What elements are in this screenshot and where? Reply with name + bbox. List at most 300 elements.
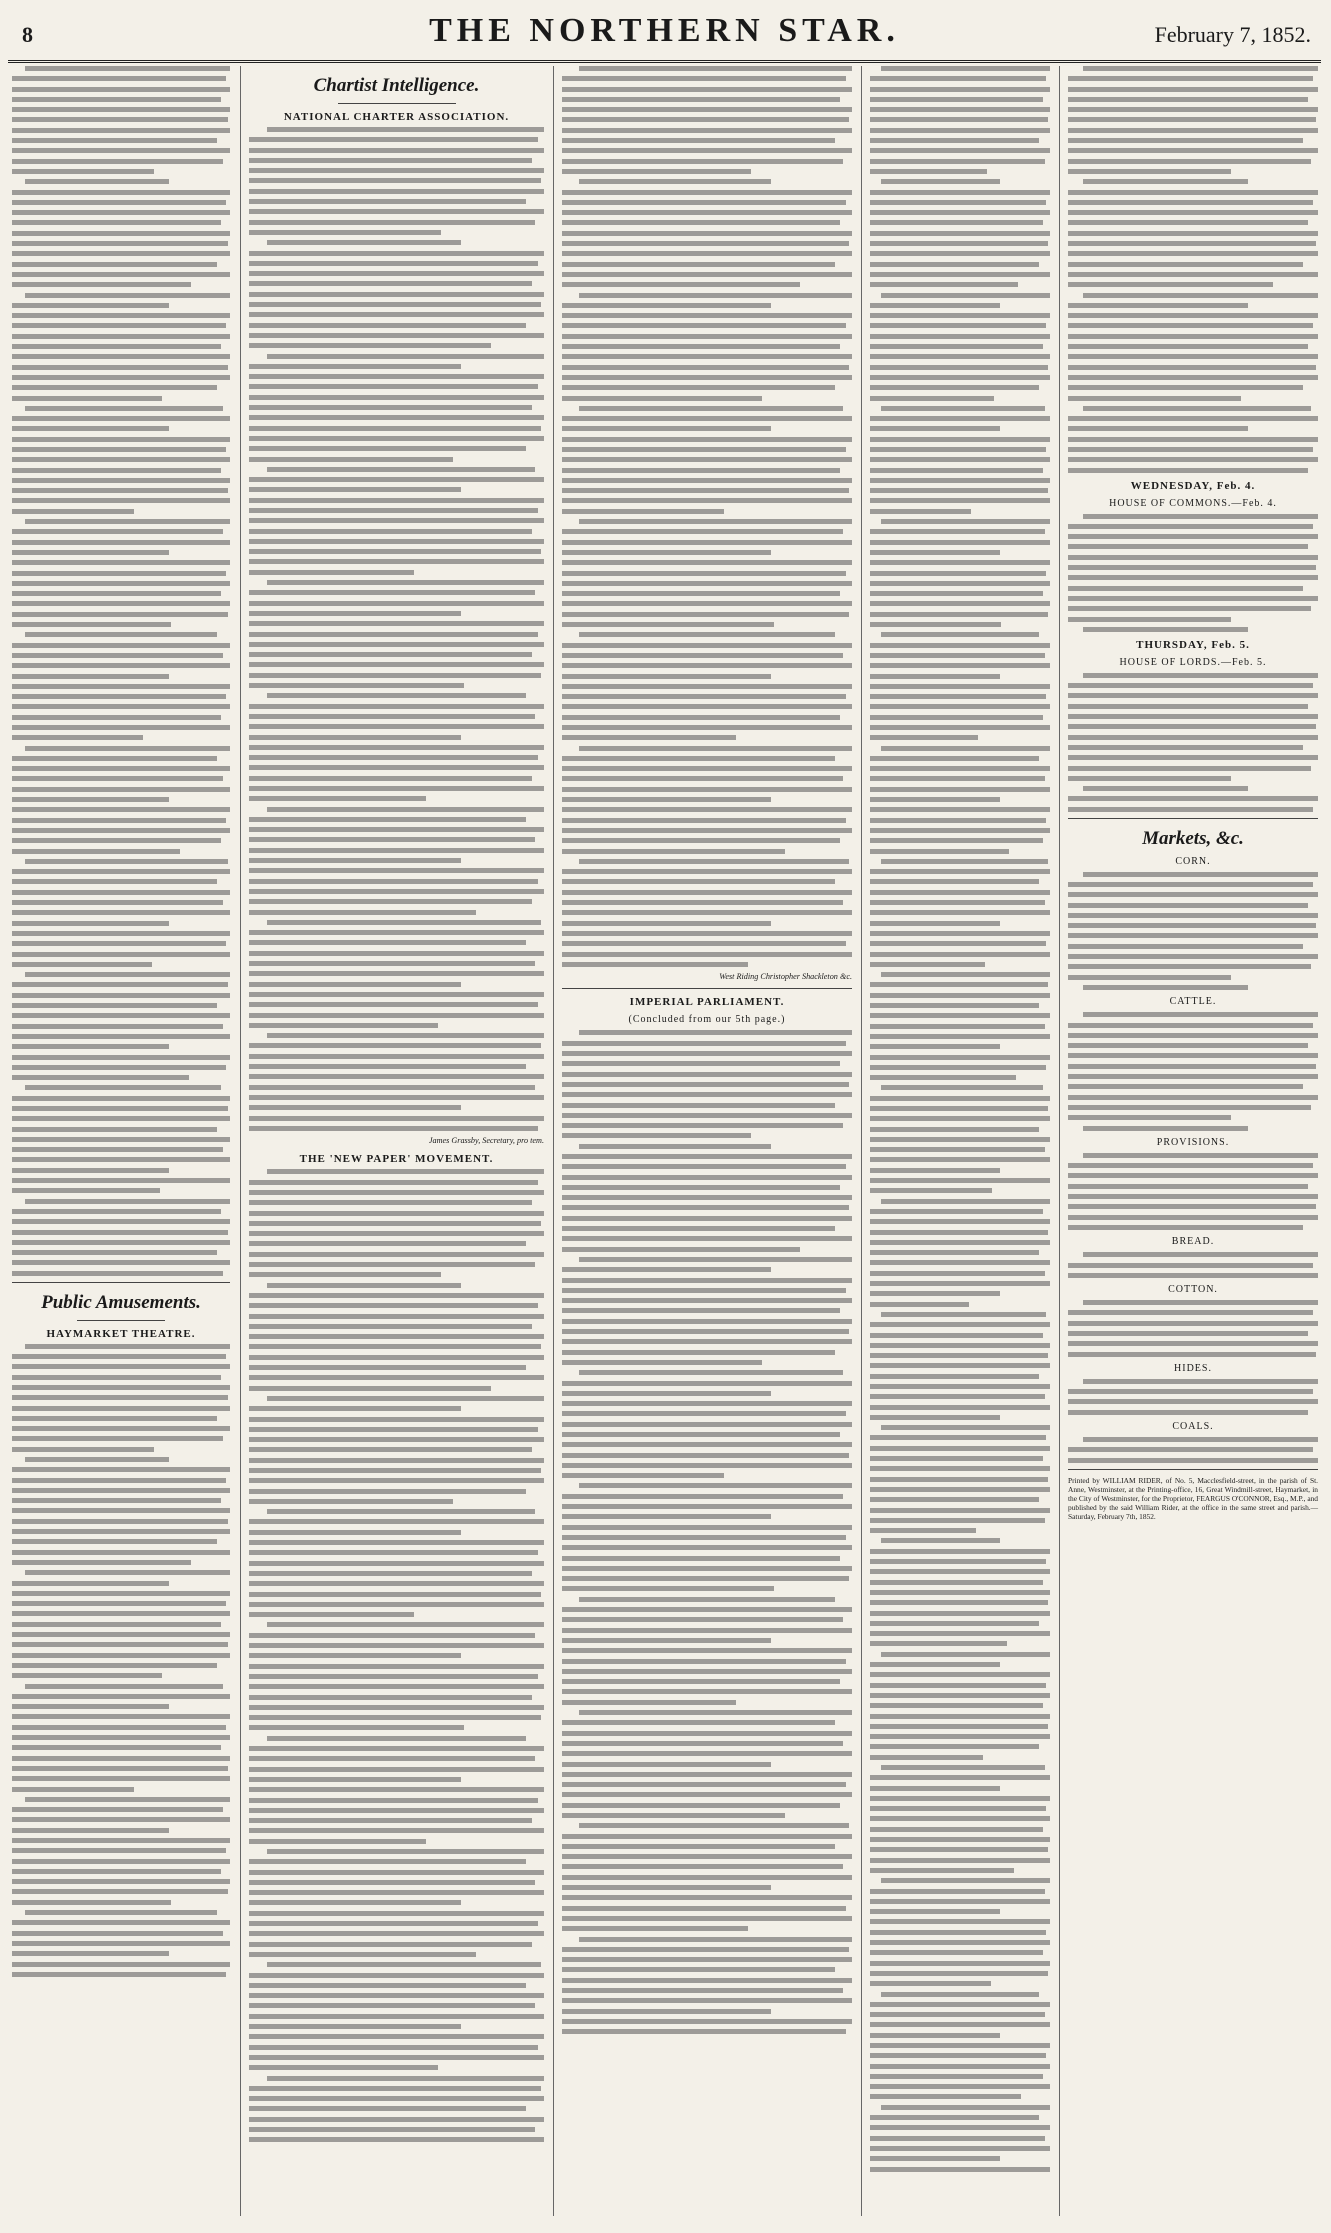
text-line xyxy=(870,1322,1050,1327)
text-line xyxy=(870,1755,983,1760)
text-line xyxy=(562,1926,748,1931)
text-line xyxy=(562,1906,846,1911)
text-line xyxy=(249,601,544,606)
text-line xyxy=(562,1607,852,1612)
text-line xyxy=(12,684,230,689)
text-line xyxy=(249,1808,544,1813)
text-line xyxy=(562,550,771,555)
text-line xyxy=(881,1878,1050,1883)
text-line xyxy=(1083,872,1318,877)
text-line xyxy=(12,910,230,915)
text-line xyxy=(562,1504,852,1509)
text-line xyxy=(1083,1012,1318,1017)
text-line xyxy=(870,1549,1050,1554)
text-line xyxy=(249,1303,538,1308)
text-line xyxy=(249,1725,464,1730)
text-line xyxy=(12,426,169,431)
text-line xyxy=(562,457,852,462)
column-5 xyxy=(1059,66,1324,2216)
text-line xyxy=(249,910,476,915)
text-line xyxy=(870,1940,1050,1945)
text-line xyxy=(870,1003,1039,1008)
text-line xyxy=(1068,169,1231,174)
text-line xyxy=(1068,923,1316,928)
text-line xyxy=(249,590,535,595)
text-line xyxy=(249,168,544,173)
text-line xyxy=(12,1653,230,1658)
text-line xyxy=(249,302,541,307)
text-line xyxy=(579,1710,852,1715)
text-line xyxy=(249,1859,526,1864)
text-line xyxy=(881,859,1048,864)
text-line xyxy=(267,240,462,245)
text-line xyxy=(249,1839,426,1844)
text-line xyxy=(562,1875,852,1880)
text-line xyxy=(870,2012,1045,2017)
text-line xyxy=(12,1219,230,1224)
text-line xyxy=(267,1509,535,1514)
text-line xyxy=(249,2086,541,2091)
text-line xyxy=(881,293,1050,298)
text-line xyxy=(870,1528,976,1533)
text-line xyxy=(562,612,849,617)
text-line xyxy=(562,1556,840,1561)
text-line xyxy=(870,1446,1050,1451)
text-line xyxy=(249,518,544,523)
text-line xyxy=(12,1519,228,1524)
divider xyxy=(338,103,456,104)
text-line xyxy=(870,1889,1045,1894)
text-line xyxy=(562,251,852,256)
text-line xyxy=(562,138,835,143)
text-line xyxy=(12,1900,171,1905)
text-line xyxy=(881,972,1050,977)
text-line xyxy=(870,231,1050,236)
text-line xyxy=(562,498,852,503)
text-line xyxy=(1068,220,1308,225)
text-line xyxy=(562,1185,840,1190)
text-line xyxy=(249,2055,544,2060)
text-line xyxy=(249,1013,544,1018)
text-line xyxy=(870,2002,1050,2007)
text-line xyxy=(562,529,843,534)
text-line xyxy=(1083,673,1318,678)
text-line xyxy=(12,601,230,606)
text-line xyxy=(579,1370,843,1375)
text-line xyxy=(12,879,217,884)
text-line xyxy=(249,1002,538,1007)
divider xyxy=(1068,1469,1318,1470)
text-line xyxy=(562,1473,724,1478)
text-line xyxy=(249,457,453,462)
text-line xyxy=(249,230,441,235)
text-line xyxy=(249,1116,544,1121)
text-line xyxy=(249,2014,544,2019)
text-line xyxy=(870,591,1043,596)
text-line xyxy=(249,1767,544,1772)
text-line xyxy=(249,2096,544,2101)
text-line xyxy=(870,169,987,174)
text-line xyxy=(870,1631,1050,1636)
text-line xyxy=(562,107,852,112)
text-line xyxy=(267,920,541,925)
text-line xyxy=(267,1849,544,1854)
text-line xyxy=(1083,985,1248,990)
text-line xyxy=(562,869,852,874)
text-line xyxy=(12,262,217,267)
column-3 xyxy=(553,66,860,2216)
text-line xyxy=(870,1209,1043,1214)
parliament-continued-note: (Concluded from our 5th page.) xyxy=(628,1014,786,1026)
text-line xyxy=(562,1442,852,1447)
text-line xyxy=(249,1417,544,1422)
text-line xyxy=(12,1075,189,1080)
text-line xyxy=(249,724,544,729)
text-line xyxy=(1083,1153,1318,1158)
text-line xyxy=(881,179,1000,184)
text-line xyxy=(249,199,526,204)
text-line xyxy=(562,1360,762,1365)
text-line xyxy=(562,1659,846,1664)
text-line xyxy=(12,735,143,740)
text-line xyxy=(1083,627,1248,632)
text-line xyxy=(1068,334,1318,339)
text-line xyxy=(562,735,736,740)
text-line xyxy=(12,220,221,225)
text-line xyxy=(562,643,852,648)
text-line xyxy=(1068,231,1318,236)
text-line xyxy=(249,1900,461,1905)
text-line xyxy=(870,982,1048,987)
text-line xyxy=(249,1540,544,1545)
text-line xyxy=(249,405,532,410)
text-line xyxy=(562,210,852,215)
text-line xyxy=(249,2034,544,2039)
text-line xyxy=(1068,565,1316,570)
text-line xyxy=(562,396,762,401)
bread-heading: BREAD. xyxy=(1171,1236,1215,1248)
text-line xyxy=(249,1406,461,1411)
text-line xyxy=(870,1075,1016,1080)
text-line xyxy=(1068,1084,1303,1089)
text-line xyxy=(249,2127,535,2132)
text-line xyxy=(870,1744,1039,1749)
text-line xyxy=(249,508,538,513)
text-line xyxy=(870,1024,1045,1029)
text-line xyxy=(562,1844,835,1849)
text-line xyxy=(870,540,1050,545)
text-line xyxy=(870,1693,1050,1698)
text-line xyxy=(562,1648,852,1653)
text-line xyxy=(562,766,852,771)
text-line xyxy=(562,1628,852,1633)
text-line xyxy=(249,1571,532,1576)
text-line xyxy=(870,1343,1050,1348)
text-line xyxy=(562,1236,852,1241)
text-line xyxy=(562,560,852,565)
text-line xyxy=(562,1638,771,1643)
text-line xyxy=(12,529,223,534)
text-line xyxy=(579,293,852,298)
text-line xyxy=(249,364,461,369)
text-line xyxy=(870,2156,1000,2161)
text-line xyxy=(12,1581,169,1586)
text-line xyxy=(12,1642,228,1647)
text-line xyxy=(881,1085,1043,1090)
text-line xyxy=(249,1231,544,1236)
text-line xyxy=(12,1962,230,1967)
text-line xyxy=(562,601,852,606)
text-line xyxy=(25,1570,230,1575)
text-line xyxy=(1068,190,1318,195)
text-line xyxy=(25,406,223,411)
chartist-intelligence-heading: Chartist Intelligence. xyxy=(313,75,480,96)
text-line xyxy=(12,375,230,380)
text-line xyxy=(562,1988,843,1993)
text-line xyxy=(1068,776,1231,781)
text-line xyxy=(870,76,1046,81)
text-line xyxy=(249,796,426,801)
text-line xyxy=(249,1252,544,1257)
text-line xyxy=(249,1715,541,1720)
text-line xyxy=(1083,293,1318,298)
text-line xyxy=(881,1199,1050,1204)
text-line xyxy=(249,384,538,389)
text-line xyxy=(249,1344,541,1349)
text-line xyxy=(562,272,852,277)
text-line xyxy=(562,1195,852,1200)
text-line xyxy=(1068,262,1303,267)
text-line xyxy=(562,1113,852,1118)
text-line xyxy=(1068,148,1318,153)
text-line xyxy=(12,1920,230,1925)
text-line xyxy=(562,1700,736,1705)
text-line xyxy=(870,571,1046,576)
text-line xyxy=(1068,251,1318,256)
text-line xyxy=(562,1576,849,1581)
text-line xyxy=(562,344,840,349)
text-line xyxy=(1068,766,1311,771)
text-line xyxy=(12,1787,134,1792)
text-line xyxy=(12,365,228,370)
article-continued xyxy=(12,66,230,1276)
text-line xyxy=(562,952,852,957)
text-line xyxy=(1068,1273,1318,1278)
text-line xyxy=(1068,468,1308,473)
text-line xyxy=(249,1468,541,1473)
text-line xyxy=(562,117,849,122)
text-line xyxy=(870,1188,992,1193)
text-line xyxy=(12,797,169,802)
text-line xyxy=(267,580,544,585)
text-line xyxy=(562,313,852,318)
text-line xyxy=(249,426,541,431)
text-line xyxy=(267,2076,544,2081)
text-line xyxy=(249,2003,535,2008)
text-line xyxy=(12,1632,230,1637)
text-line xyxy=(870,1013,1050,1018)
text-line xyxy=(12,1539,217,1544)
text-line xyxy=(870,828,1050,833)
text-line xyxy=(249,858,461,863)
text-line xyxy=(267,1033,544,1038)
text-line xyxy=(25,66,230,71)
text-line xyxy=(249,1530,461,1535)
text-line xyxy=(12,272,230,277)
text-line xyxy=(12,1260,230,1265)
wednesday-heading: WEDNESDAY, Feb. 4. xyxy=(1130,479,1256,492)
text-line xyxy=(870,509,971,514)
coals-heading: COALS. xyxy=(1172,1421,1214,1433)
text-line xyxy=(870,416,1050,421)
text-line xyxy=(12,509,134,514)
text-line xyxy=(249,1180,538,1185)
text-line xyxy=(870,1858,1050,1863)
text-line xyxy=(870,323,1046,328)
text-line xyxy=(25,1085,221,1090)
text-line xyxy=(12,1735,230,1740)
text-line xyxy=(870,1137,1050,1142)
divider xyxy=(1068,818,1318,819)
text-line xyxy=(870,1919,1050,1924)
text-line xyxy=(249,1931,544,1936)
text-line xyxy=(249,1664,544,1669)
text-line xyxy=(1068,282,1273,287)
text-line xyxy=(870,478,1050,483)
text-line xyxy=(267,467,535,472)
text-line xyxy=(870,818,1046,823)
text-line xyxy=(12,643,230,648)
text-line xyxy=(12,1168,169,1173)
text-line xyxy=(870,344,1043,349)
text-line xyxy=(1068,365,1316,370)
text-line xyxy=(249,1074,544,1079)
text-line xyxy=(870,838,1043,843)
text-line xyxy=(562,1566,852,1571)
text-line xyxy=(870,117,1048,122)
text-line xyxy=(870,776,1045,781)
text-line xyxy=(562,1741,843,1746)
text-line xyxy=(870,354,1050,359)
text-line xyxy=(249,436,544,441)
text-line xyxy=(249,415,544,420)
text-line xyxy=(249,971,544,976)
text-line xyxy=(870,993,1050,998)
text-line xyxy=(12,1065,226,1070)
text-line xyxy=(1068,524,1313,529)
text-line xyxy=(249,776,532,781)
text-line xyxy=(562,1082,849,1087)
text-line xyxy=(1068,1173,1318,1178)
text-line xyxy=(249,868,544,873)
text-line xyxy=(12,1931,223,1936)
text-line xyxy=(12,251,230,256)
text-line xyxy=(870,1096,1050,1101)
text-line xyxy=(870,684,1050,689)
text-line xyxy=(1083,786,1248,791)
text-line xyxy=(249,1684,544,1689)
text-line xyxy=(12,76,226,81)
text-line xyxy=(12,674,169,679)
text-line xyxy=(870,334,1050,339)
text-line xyxy=(249,1983,526,1988)
text-line xyxy=(1068,1263,1313,1268)
text-line xyxy=(25,1457,169,1462)
text-line xyxy=(870,148,1050,153)
text-line xyxy=(562,1411,846,1416)
text-line xyxy=(562,879,835,884)
page-number: 8 xyxy=(22,22,33,47)
text-line xyxy=(870,1302,969,1307)
text-line xyxy=(249,137,538,142)
text-line xyxy=(562,1720,835,1725)
text-line xyxy=(249,189,544,194)
text-line xyxy=(249,1890,544,1895)
text-line xyxy=(870,138,1039,143)
text-line xyxy=(579,406,843,411)
text-line xyxy=(562,1164,846,1169)
text-line xyxy=(562,437,852,442)
text-line xyxy=(579,1030,852,1035)
text-line xyxy=(249,611,461,616)
text-line xyxy=(870,1590,1050,1595)
text-line xyxy=(12,900,223,905)
text-line xyxy=(562,1391,771,1396)
text-line xyxy=(870,1683,1046,1688)
text-line xyxy=(12,1704,169,1709)
text-line xyxy=(249,940,526,945)
text-line xyxy=(870,1611,1050,1616)
text-line xyxy=(249,498,544,503)
text-line xyxy=(12,1838,230,1843)
issue-date: February 7, 1852. xyxy=(1154,22,1311,47)
text-line xyxy=(562,1967,835,1972)
text-line xyxy=(12,1157,230,1162)
text-line xyxy=(12,1467,230,1472)
text-line xyxy=(1068,1215,1318,1220)
text-line xyxy=(1068,1043,1308,1048)
text-line xyxy=(1068,117,1316,122)
text-line xyxy=(249,879,538,884)
text-line xyxy=(249,1592,541,1597)
text-line xyxy=(1068,272,1318,277)
text-line xyxy=(870,725,1050,730)
text-line xyxy=(870,1219,1050,1224)
text-line xyxy=(1068,1458,1318,1463)
text-line xyxy=(267,1169,544,1174)
text-line xyxy=(25,179,169,184)
text-line xyxy=(870,2022,1050,2027)
text-line xyxy=(562,148,852,153)
text-line xyxy=(870,2053,1046,2058)
text-line xyxy=(870,2125,1050,2130)
text-line xyxy=(870,1415,1000,1420)
text-line xyxy=(562,1545,852,1550)
text-line xyxy=(870,1961,1050,1966)
text-line xyxy=(870,1518,1045,1523)
divider xyxy=(77,1320,164,1321)
text-line xyxy=(249,559,544,564)
text-line xyxy=(1068,1163,1313,1168)
text-line xyxy=(12,1889,228,1894)
text-line xyxy=(562,931,852,936)
text-line xyxy=(12,1096,230,1101)
text-line xyxy=(562,1041,846,1046)
text-line xyxy=(870,128,1050,133)
text-line xyxy=(12,303,169,308)
text-line xyxy=(870,1899,1050,1904)
text-line xyxy=(562,447,846,452)
